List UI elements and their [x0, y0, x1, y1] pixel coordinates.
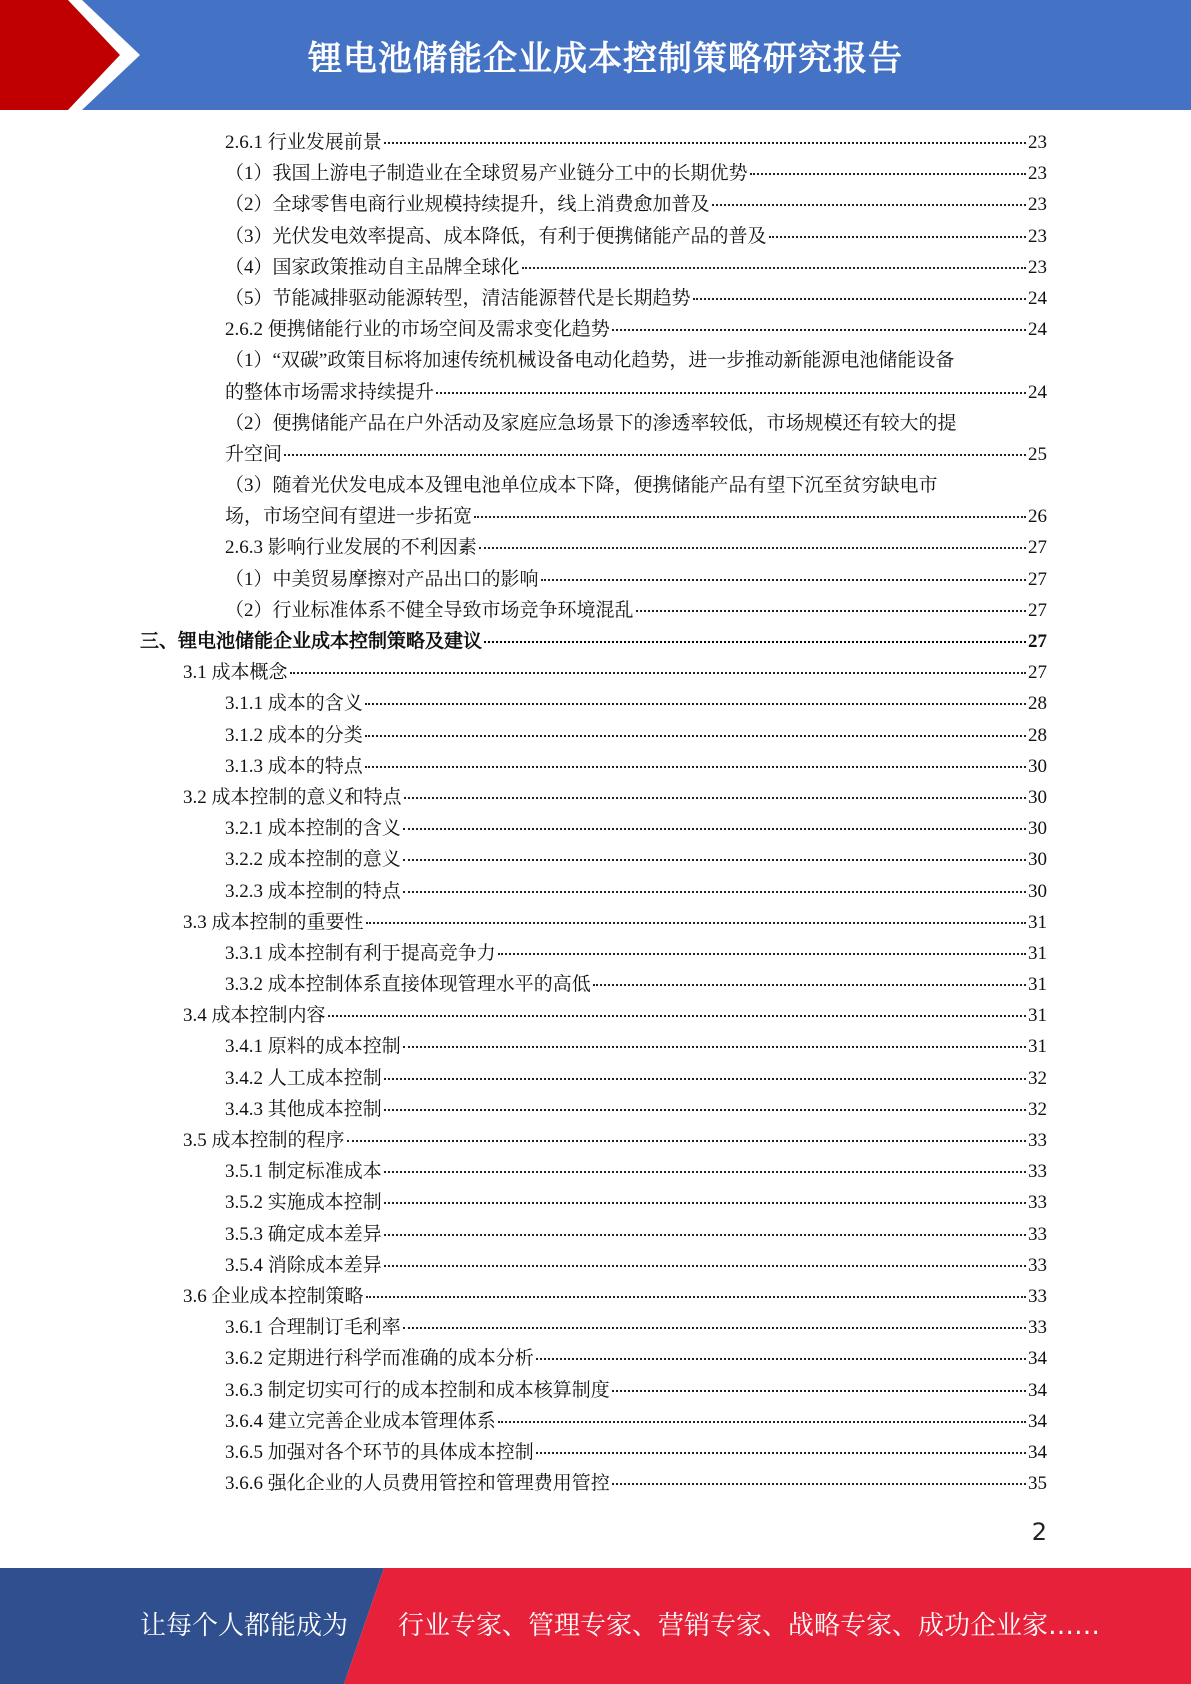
toc-entry[interactable]: [0, 751, 1191, 782]
toc-entry-label: 3.6 企业成本控制策略: [183, 1285, 364, 1307]
footer-slogan-left: 让每个人都能成为: [140, 1611, 349, 1641]
toc-leader-dots: [403, 828, 1026, 830]
toc-leader-dots: [536, 1452, 1026, 1454]
toc-entry[interactable]: [0, 595, 1191, 626]
toc-entry-label: 3.4.1 原料的成本控制: [225, 1036, 401, 1058]
toc-entry[interactable]: [0, 688, 1191, 719]
toc-page-number: 33: [1028, 1161, 1047, 1183]
toc-entry[interactable]: [0, 876, 1191, 907]
toc-entry[interactable]: [0, 1281, 1191, 1312]
toc-entry[interactable]: [0, 969, 1191, 1000]
toc-entry-label: （5）节能减排驱动能源转型，清洁能源替代是长期趋势: [225, 287, 691, 309]
toc-entry[interactable]: [0, 470, 1191, 532]
toc-leader-dots: [403, 1327, 1026, 1329]
toc-entry[interactable]: [0, 813, 1191, 844]
toc-page-number: 33: [1028, 1317, 1047, 1339]
toc-entry[interactable]: [0, 1094, 1191, 1125]
toc-entry-label: 3.6.4 建立完善企业成本管理体系: [225, 1410, 496, 1432]
toc-page-number: 35: [1028, 1473, 1047, 1495]
toc-entry-label-continued: 升空间: [225, 443, 283, 465]
toc-entry[interactable]: [0, 907, 1191, 938]
toc-entry[interactable]: [0, 1187, 1191, 1218]
toc-page-number: 34: [1028, 1348, 1047, 1370]
toc-leader-dots: [384, 142, 1026, 144]
toc-entry-label: 3.4 成本控制内容: [183, 1005, 326, 1027]
toc-entry-label: （4）国家政策推动自主品牌全球化: [225, 256, 520, 278]
toc-entry[interactable]: [0, 158, 1191, 189]
toc-entry-label: 3.6.1 合理制订毛利率: [225, 1317, 401, 1339]
toc-page-number: 24: [1028, 381, 1047, 403]
toc-entry[interactable]: [0, 1437, 1191, 1468]
toc-leader-dots: [365, 703, 1026, 705]
toc-leader-dots: [384, 1078, 1026, 1080]
toc-entry-label: 3.4.3 其他成本控制: [225, 1098, 382, 1120]
toc-leader-dots: [436, 392, 1026, 394]
toc-entry[interactable]: [0, 1312, 1191, 1343]
toc-entry-label: 3.3.2 成本控制体系直接体现管理水平的高低: [225, 974, 591, 996]
toc-page-number: 31: [1028, 974, 1047, 996]
toc-page-number: 25: [1028, 443, 1047, 465]
toc-entry-label: （1）我国上游电子制造业在全球贸易产业链分工中的长期优势: [225, 163, 748, 185]
toc-page-number: 30: [1028, 880, 1047, 902]
toc-page-number: 23: [1028, 132, 1047, 153]
toc-entry-label: 3.2.3 成本控制的特点: [225, 880, 401, 902]
toc-entry-label: 3.2.1 成本控制的含义: [225, 818, 401, 840]
toc-entry-label: 3.3 成本控制的重要性: [183, 911, 364, 933]
toc-leader-dots: [474, 516, 1026, 518]
toc-entry[interactable]: [0, 189, 1191, 220]
toc-entry-label: 3.3.1 成本控制有利于提高竞争力: [225, 942, 496, 964]
toc-leader-dots: [328, 1015, 1026, 1017]
toc-entry-label: 3.5.4 消除成本差异: [225, 1254, 382, 1276]
toc-page-number: 28: [1028, 724, 1047, 746]
toc-leader-dots: [290, 672, 1026, 674]
header-arrow-decoration: [0, 0, 150, 110]
toc-entry[interactable]: [0, 1406, 1191, 1437]
toc-entry-label: （3）随着光伏发电成本及锂电池单位成本下降，便携储能产品有望下沉至贫穷缺电市: [225, 475, 938, 497]
toc-leader-dots: [403, 859, 1026, 861]
toc-leader-dots: [403, 1046, 1026, 1048]
toc-entry-label: 3.1.3 成本的特点: [225, 755, 363, 777]
toc-entry[interactable]: [0, 657, 1191, 688]
footer-slogan-right: 行业专家、管理专家、营销专家、战略专家、成功企业家……: [398, 1611, 1101, 1641]
toc-entry-label: （2）行业标准体系不健全导致市场竞争环境混乱: [225, 599, 634, 621]
toc-page-number: 34: [1028, 1441, 1047, 1463]
toc-entry-label: 2.6.3 影响行业发展的不利因素: [225, 537, 477, 559]
toc-page-number: 30: [1028, 786, 1047, 808]
toc-leader-dots: [384, 1109, 1026, 1111]
toc-entry-label: 3.6.2 定期进行科学而准确的成本分析: [225, 1348, 534, 1370]
toc-page-number: 33: [1028, 1254, 1047, 1276]
toc-page-number: 27: [1028, 599, 1047, 621]
toc-entry[interactable]: [0, 252, 1191, 283]
toc-entry[interactable]: [0, 221, 1191, 252]
toc-leader-dots: [365, 735, 1026, 737]
toc-page-number: 30: [1028, 755, 1047, 777]
toc-entry-label: 3.4.2 人工成本控制: [225, 1067, 382, 1089]
toc-leader-dots: [498, 953, 1026, 955]
page-header: [0, 0, 1191, 110]
toc-entry[interactable]: [0, 720, 1191, 751]
toc-entry-label: 3.6.3 制定切实可行的成本控制和成本核算制度: [225, 1379, 610, 1401]
toc-entry-label: （1）“双碳”政策目标将加速传统机械设备电动化趋势，进一步推动新能源电池储能设备: [225, 350, 955, 372]
toc-entry[interactable]: [0, 564, 1191, 595]
toc-leader-dots: [522, 267, 1026, 269]
toc-leader-dots: [384, 1171, 1026, 1173]
toc-leader-dots: [541, 579, 1026, 581]
toc-entry-label: 三、锂电池储能企业成本控制策略及建议: [140, 631, 483, 653]
toc-leader-dots: [693, 298, 1026, 300]
toc-leader-dots: [536, 1358, 1026, 1360]
toc-page-number: 23: [1028, 256, 1047, 278]
toc-page-number: 30: [1028, 818, 1047, 840]
toc-leader-dots: [403, 891, 1026, 893]
toc-entry[interactable]: [0, 1031, 1191, 1062]
toc-entry[interactable]: [0, 1125, 1191, 1156]
toc-page-number: 34: [1028, 1410, 1047, 1432]
toc-leader-dots: [366, 922, 1026, 924]
toc-entry-label: 3.1 成本概念: [183, 662, 288, 684]
toc-page-number: 26: [1028, 506, 1047, 528]
toc-entry[interactable]: [0, 314, 1191, 345]
toc-page-number: 27: [1028, 662, 1047, 684]
toc-entry[interactable]: [0, 1063, 1191, 1094]
toc-page-number: 33: [1028, 1285, 1047, 1307]
toc-entry-label: 3.6.5 加强对各个环节的具体成本控制: [225, 1441, 534, 1463]
toc-page-number: 27: [1028, 568, 1047, 590]
toc-page-number: 24: [1028, 287, 1047, 309]
toc-entry[interactable]: [0, 532, 1191, 563]
toc-leader-dots: [484, 641, 1026, 643]
toc-entry[interactable]: [0, 1375, 1191, 1406]
toc-leader-dots: [712, 204, 1026, 206]
toc-leader-dots: [404, 797, 1026, 799]
toc-leader-dots: [365, 766, 1026, 768]
toc-entry-label: 2.6.1 行业发展前景: [225, 132, 382, 153]
table-of-contents: [0, 127, 1191, 1499]
toc-page-number: 30: [1028, 849, 1047, 871]
toc-entry[interactable]: [0, 345, 1191, 407]
toc-page-number: 33: [1028, 1192, 1047, 1214]
toc-entry[interactable]: [0, 283, 1191, 314]
toc-page-number: 31: [1028, 942, 1047, 964]
toc-page-number: 34: [1028, 1379, 1047, 1401]
toc-entry[interactable]: [0, 938, 1191, 969]
toc-page-number: 27: [1028, 537, 1047, 559]
toc-entry[interactable]: [0, 1468, 1191, 1499]
toc-entry[interactable]: [0, 1000, 1191, 1031]
toc-entry-label-continued: 的整体市场需求持续提升: [225, 381, 435, 403]
toc-leader-dots: [769, 236, 1026, 238]
toc-entry[interactable]: [0, 626, 1191, 657]
toc-leader-dots: [612, 1390, 1026, 1392]
toc-entry[interactable]: [0, 1156, 1191, 1187]
toc-page-number: 31: [1028, 911, 1047, 933]
toc-leader-dots: [612, 1483, 1026, 1485]
toc-leader-dots: [498, 1421, 1026, 1423]
toc-page-number: 32: [1028, 1098, 1047, 1120]
toc-entry-label: 3.5.1 制定标准成本: [225, 1161, 382, 1183]
toc-leader-dots: [612, 329, 1026, 331]
toc-page-number: 24: [1028, 319, 1047, 341]
toc-leader-dots: [366, 1296, 1026, 1298]
toc-page-number: 23: [1028, 225, 1047, 247]
toc-page-number: 32: [1028, 1067, 1047, 1089]
toc-page-number: 33: [1028, 1223, 1047, 1245]
toc-entry-label: 3.5.3 确定成本差异: [225, 1223, 382, 1245]
toc-entry-label: （3）光伏发电效率提高、成本降低，有利于便携储能产品的普及: [225, 225, 767, 247]
toc-entry-label: 3.1.2 成本的分类: [225, 724, 363, 746]
toc-leader-dots: [384, 1265, 1026, 1267]
toc-leader-dots: [384, 1234, 1026, 1236]
toc-entry[interactable]: [0, 1219, 1191, 1250]
toc-leader-dots: [636, 610, 1026, 612]
toc-leader-dots: [479, 547, 1026, 549]
toc-leader-dots: [593, 984, 1026, 986]
toc-page-number: 31: [1028, 1005, 1047, 1027]
toc-leader-dots: [750, 173, 1026, 175]
toc-entry[interactable]: [0, 1343, 1191, 1374]
toc-page-number: 33: [1028, 1130, 1047, 1152]
toc-page-number: 23: [1028, 194, 1047, 216]
toc-entry[interactable]: [0, 408, 1191, 470]
toc-entry[interactable]: [0, 1250, 1191, 1281]
toc-entry-label: 3.1.1 成本的含义: [225, 693, 363, 715]
toc-entry[interactable]: [0, 782, 1191, 813]
toc-leader-dots: [384, 1202, 1026, 1204]
toc-page-number: 31: [1028, 1036, 1047, 1058]
toc-entry[interactable]: [0, 844, 1191, 875]
document-title: 锂电池储能企业成本控制策略研究报告: [308, 38, 903, 79]
toc-entry-label: （2）便携储能产品在户外活动及家庭应急场景下的渗透率较低，市场规模还有较大的提: [225, 412, 957, 434]
toc-entry-label: 3.6.6 强化企业的人员费用管控和管理费用管控: [225, 1473, 610, 1495]
toc-entry-label: 2.6.2 便携储能行业的市场空间及需求变化趋势: [225, 319, 610, 341]
toc-entry[interactable]: [0, 127, 1191, 158]
toc-page-number: 23: [1028, 163, 1047, 185]
toc-entry-label: 3.2.2 成本控制的意义: [225, 849, 401, 871]
page-number: 2: [1031, 1518, 1047, 1546]
toc-entry-label-continued: 场，市场空间有望进一步拓宽: [225, 506, 473, 528]
toc-entry-label: 3.5 成本控制的程序: [183, 1130, 345, 1152]
toc-page-number: 27: [1028, 631, 1047, 653]
toc-entry-label: （2）全球零售电商行业规模持续提升，线上消费愈加普及: [225, 194, 710, 216]
toc-entry-label: 3.5.2 实施成本控制: [225, 1192, 382, 1214]
toc-leader-dots: [347, 1140, 1026, 1142]
toc-entry-label: （1）中美贸易摩擦对产品出口的影响: [225, 568, 539, 590]
toc-entry-label: 3.2 成本控制的意义和特点: [183, 786, 402, 808]
toc-page-number: 28: [1028, 693, 1047, 715]
page-footer: [0, 1568, 1191, 1684]
toc-leader-dots: [284, 454, 1026, 456]
